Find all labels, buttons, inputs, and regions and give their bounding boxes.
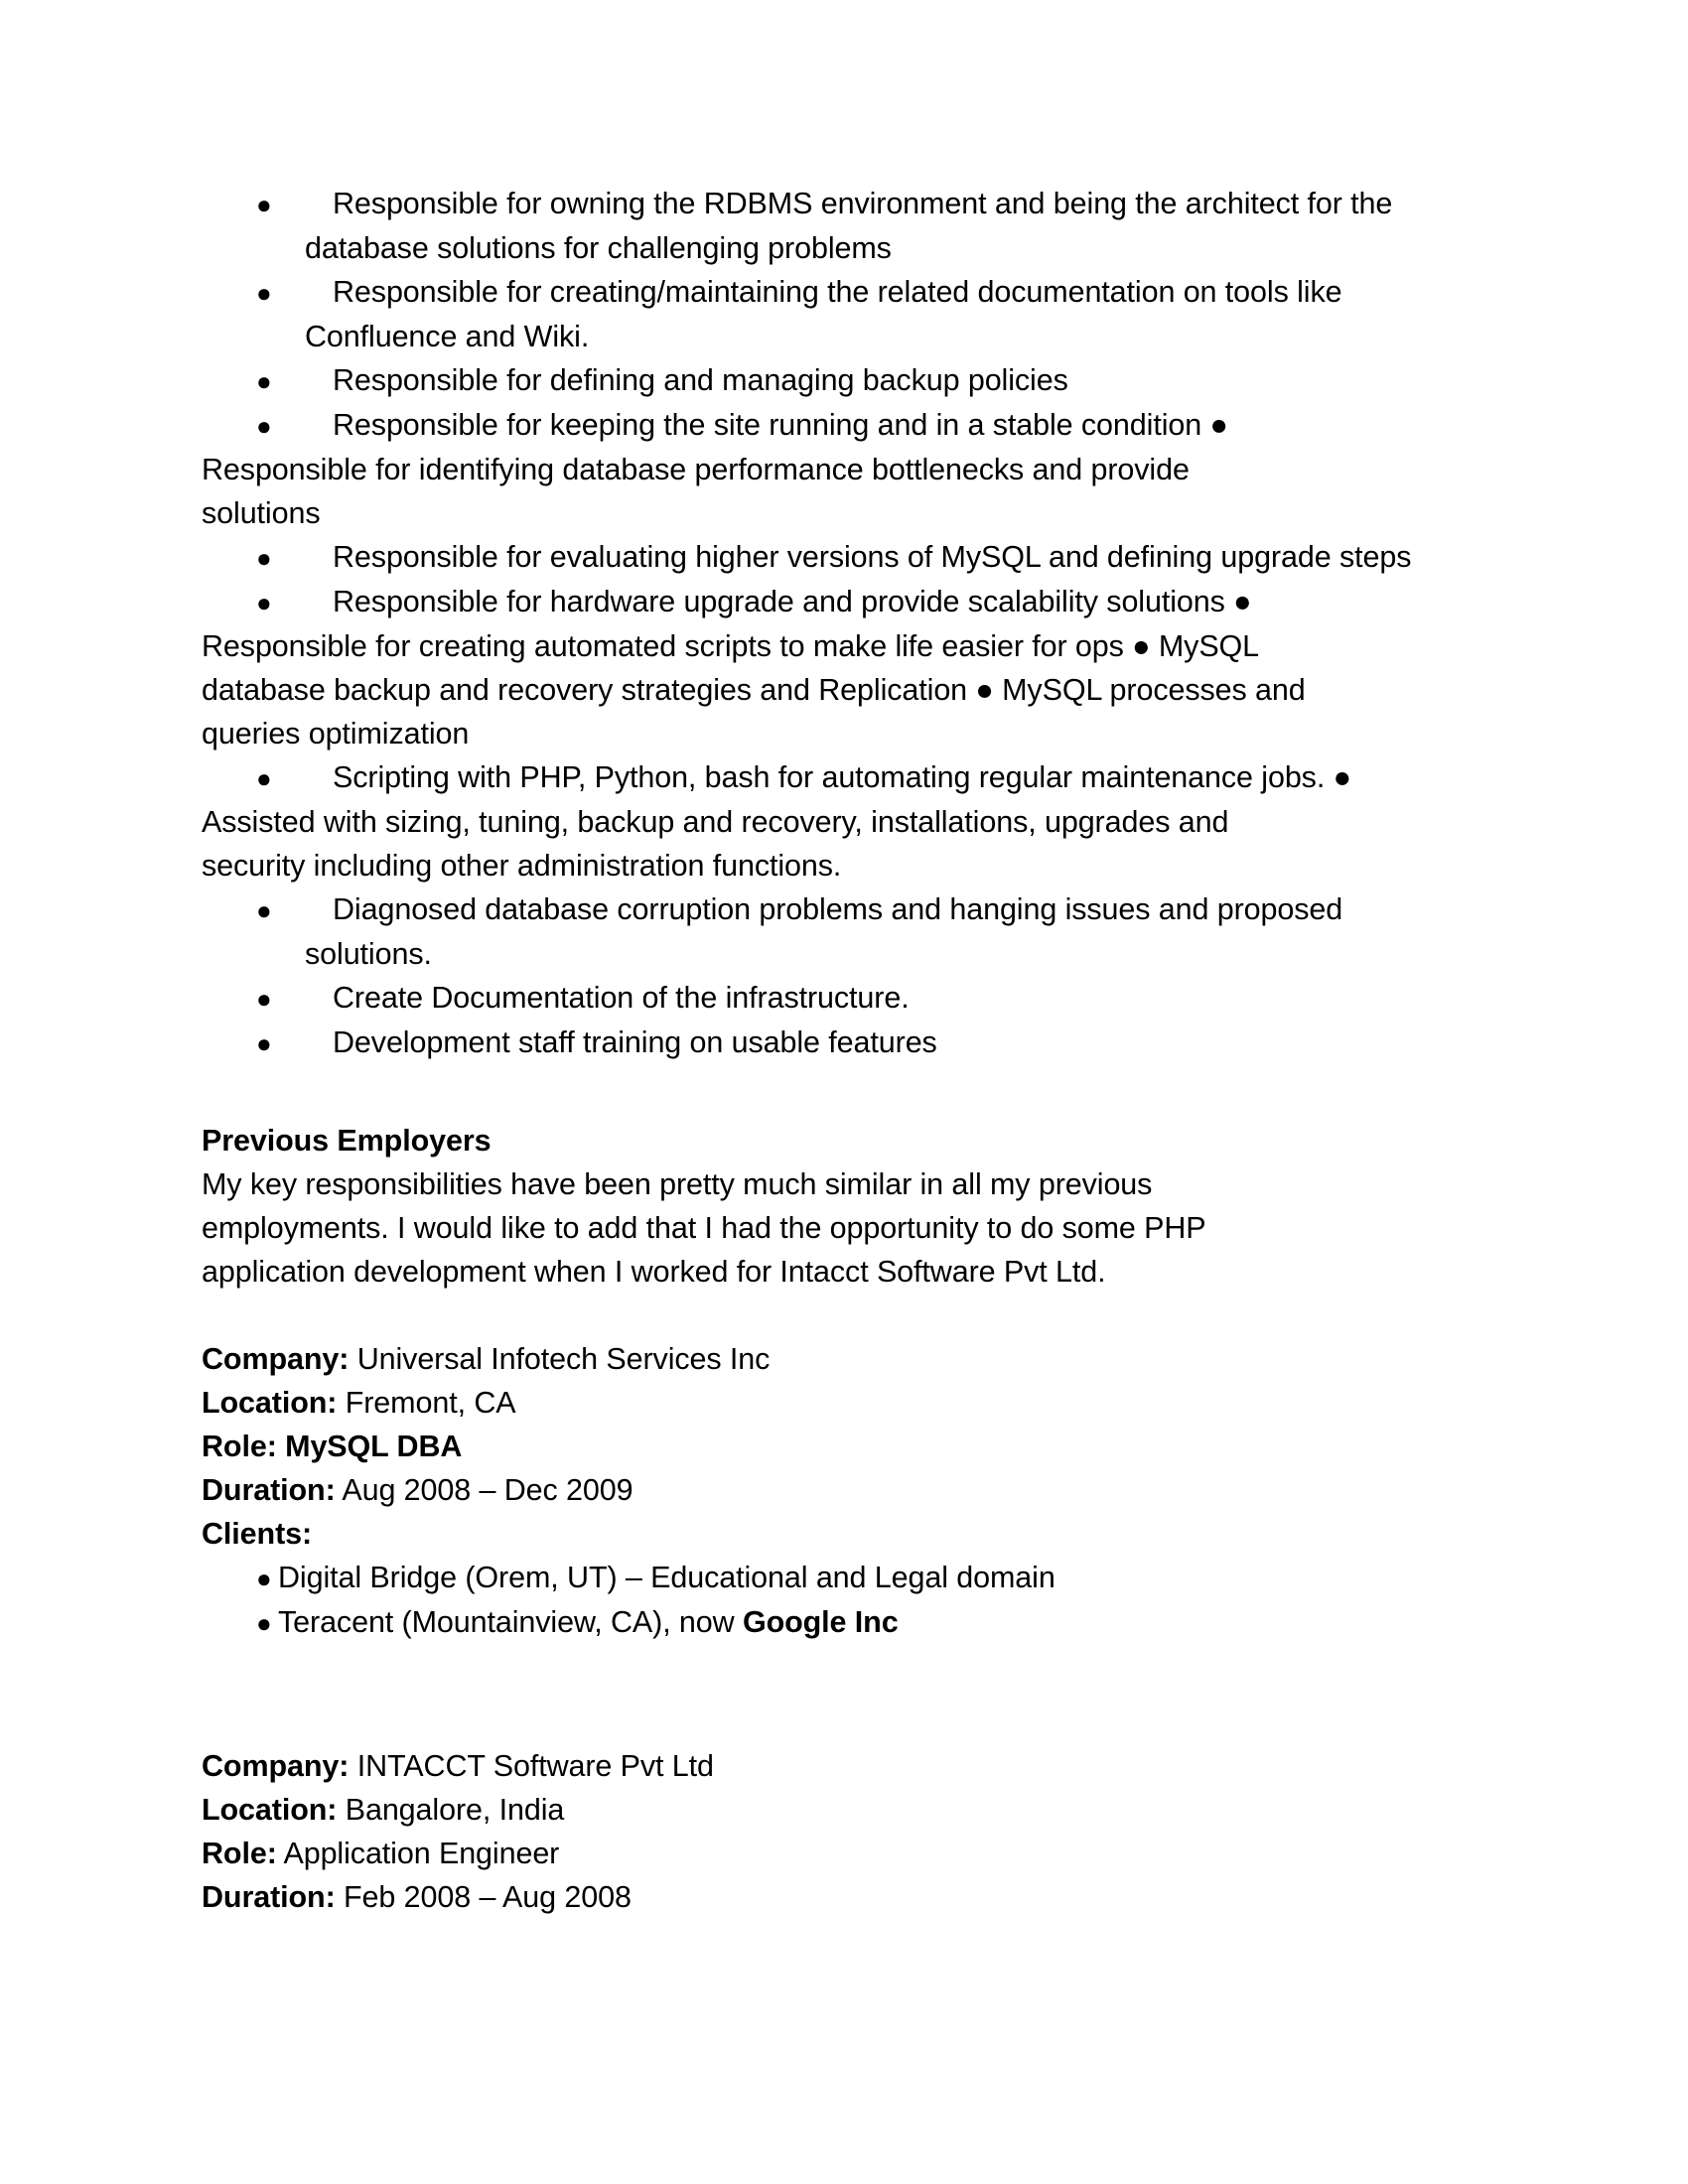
bullet-text: Responsible for keeping the site running and in a stable condition ● (333, 408, 1228, 442)
bullet-text: Scripting with PHP, Python, bash for automating regular maintenance jobs. ● (333, 760, 1351, 794)
bullet-line (202, 403, 1475, 448)
paragraph-spacer (202, 1294, 1475, 1337)
company-label: Company: (202, 1342, 350, 1376)
company-value: INTACCT Software Pvt Ltd (356, 1749, 714, 1783)
list-item (202, 182, 1475, 270)
bullet-continuation: database solutions for challenging problems (305, 231, 892, 265)
bullet-icon: ● (256, 1028, 272, 1058)
wrapped-line: Assisted with sizing, tuning, backup and recovery, installations, upgrades and (202, 805, 1229, 839)
bullet-text: Diagnosed database corruption problems and hanging issues and proposed (333, 892, 1343, 926)
location-label: Location: (202, 1793, 338, 1827)
employer-block (202, 1337, 1475, 1645)
company-value: Universal Infotech Services Inc (356, 1342, 771, 1376)
bullet-line (202, 976, 1475, 1021)
list-item (202, 270, 1475, 358)
bullet-icon: ● (256, 895, 272, 925)
company-row (202, 1337, 1475, 1381)
wrapped-line: Responsible for identifying database performance bottlenecks and provide (202, 453, 1190, 486)
page-title: Previous Employers (202, 1124, 492, 1158)
bullet-text: Responsible for owning the RDBMS environment and being the architect for the (333, 187, 1393, 220)
intro-line: employments. I would like to add that I had the opportunity to do some PHP (202, 1211, 1206, 1245)
list-item (202, 887, 1475, 976)
role-value: MySQL DBA (285, 1430, 463, 1463)
employer-block (202, 1744, 1475, 1919)
list-item (202, 1021, 1475, 1065)
list-item (202, 358, 1475, 403)
list-item (202, 1556, 1475, 1600)
list-item (202, 580, 1475, 755)
bullet-icon: ● (256, 366, 272, 396)
wrapped-line: queries optimization (202, 717, 470, 751)
duration-row (202, 1468, 1475, 1512)
list-item (202, 976, 1475, 1021)
bullet-text: Responsible for defining and managing backup policies (333, 363, 1068, 397)
location-row (202, 1381, 1475, 1425)
bullet-text: Responsible for evaluating higher versions of MySQL and defining upgrade steps (333, 540, 1412, 574)
duration-label: Duration: (202, 1473, 336, 1507)
wrapped-line: Responsible for creating automated scripts to make life easier for ops ● MySQL (202, 629, 1260, 663)
wrapped-line: solutions (202, 496, 321, 530)
bullet-text: Development staff training on usable features (333, 1025, 937, 1059)
bullet-icon: ● (256, 411, 272, 441)
bullet-line (202, 358, 1475, 403)
wrapped-line: security including other administration functions. (202, 849, 842, 883)
bullet-text: Responsible for hardware upgrade and provide scalability solutions ● (333, 585, 1252, 618)
location-row (202, 1788, 1475, 1832)
section-spacer (202, 1065, 1475, 1119)
clients-list (202, 1556, 1475, 1645)
employer-spacer (202, 1645, 1475, 1744)
responsibilities-list (202, 182, 1475, 1065)
role-row (202, 1425, 1475, 1468)
bullet-continuation: solutions. (305, 937, 432, 971)
duration-value: Feb 2008 – Aug 2008 (344, 1880, 632, 1914)
location-value: Bangalore, India (345, 1793, 565, 1827)
bullet-line (202, 580, 1475, 624)
bullet-line (202, 182, 1475, 226)
clients-label: Clients: (202, 1517, 313, 1551)
bullet-icon: ● (256, 543, 272, 573)
company-row (202, 1744, 1475, 1788)
location-value: Fremont, CA (345, 1386, 516, 1420)
bullet-icon: ● (256, 278, 272, 308)
bullet-line (202, 535, 1475, 580)
duration-value: Aug 2008 – Dec 2009 (342, 1473, 633, 1507)
role-value: Application Engineer (283, 1837, 560, 1870)
intro-line: application development when I worked for Intacct Software Pvt Ltd. (202, 1255, 1106, 1289)
client-text: Teracent (Mountainview, CA), now (278, 1605, 743, 1639)
role-label: Role: (202, 1837, 277, 1870)
bullet-line (202, 755, 1475, 800)
intro-paragraph (202, 1162, 1475, 1294)
document-body (202, 182, 1475, 1919)
company-label: Company: (202, 1749, 350, 1783)
intro-line: My key responsibilities have been pretty much similar in all my previous (202, 1167, 1153, 1201)
role-label: Role: (202, 1430, 277, 1463)
client-acquirer: Google Inc (742, 1605, 899, 1639)
bullet-continuation: Confluence and Wiki. (305, 320, 590, 353)
duration-label: Duration: (202, 1880, 336, 1914)
list-item (202, 535, 1475, 580)
bullet-text: Create Documentation of the infrastructure. (333, 981, 910, 1015)
role-row (202, 1832, 1475, 1875)
client-text: Digital Bridge (Orem, UT) – Educational and Legal domain (278, 1561, 1055, 1594)
clients-row (202, 1512, 1475, 1556)
bullet-line (202, 887, 1475, 932)
wrapped-line: database backup and recovery strategies and Replication ● MySQL processes and (202, 673, 1306, 707)
list-item (202, 403, 1475, 535)
location-label: Location: (202, 1386, 338, 1420)
bullet-icon: ● (256, 984, 272, 1014)
bullet-icon: ● (256, 1564, 272, 1593)
duration-row (202, 1875, 1475, 1919)
bullet-line (202, 1021, 1475, 1065)
bullet-icon: ● (256, 1608, 272, 1638)
list-item (202, 1600, 1475, 1645)
bullet-icon: ● (256, 190, 272, 219)
bullet-line (202, 270, 1475, 315)
bullet-icon: ● (256, 588, 272, 617)
list-item (202, 755, 1475, 887)
bullet-icon: ● (256, 763, 272, 793)
bullet-text: Responsible for creating/maintaining the related documentation on tools like (333, 275, 1342, 309)
